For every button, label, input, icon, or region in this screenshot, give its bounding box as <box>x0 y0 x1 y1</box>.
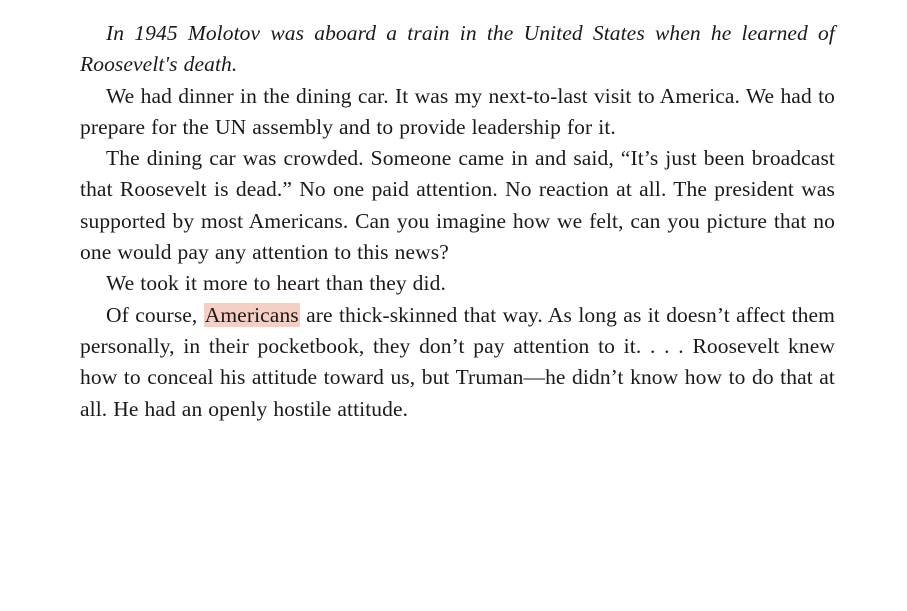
paragraph-3 <box>80 268 835 299</box>
paragraph-3-text: We took it more to heart than they did. <box>106 271 446 296</box>
text-column <box>80 18 835 425</box>
epigraph-paragraph <box>80 18 835 81</box>
paragraph-4 <box>80 300 835 425</box>
paragraph-1-text: We had dinner in the dining car. It was my next-to-last visit to America. We had to prepare for the UN assembly and to provide leadership for it. <box>80 83 835 139</box>
paragraph-4-lead-text: Of course, <box>106 302 204 327</box>
paragraph-2 <box>80 143 835 268</box>
paragraph-1 <box>80 81 835 144</box>
epigraph-text: In 1945 Molotov was aboard a train in the United States when he learned of Roosevelt's death. <box>80 21 835 77</box>
paragraph-2-text: The dining car was crowded. Someone came in and said, “It’s just been broadcast that Roosevelt is dead.” No one paid attention. No reaction at all. The president was supported by most Americans. Can you imagine how we felt, can you picture that no one would pay any attention to this news? <box>80 146 835 265</box>
paragraph-4-rest-text: are thick-skinned that way. As long as it doesn’t affect them personally, in their pocketbook, they don’t pay attention to it. . . . Roosevelt knew how to conceal his attitude toward us, but Truman—he didn’t know how to do that at all. He had an openly hostile attitude. <box>80 302 835 421</box>
highlighted-word[interactable]: Americans <box>204 302 299 327</box>
